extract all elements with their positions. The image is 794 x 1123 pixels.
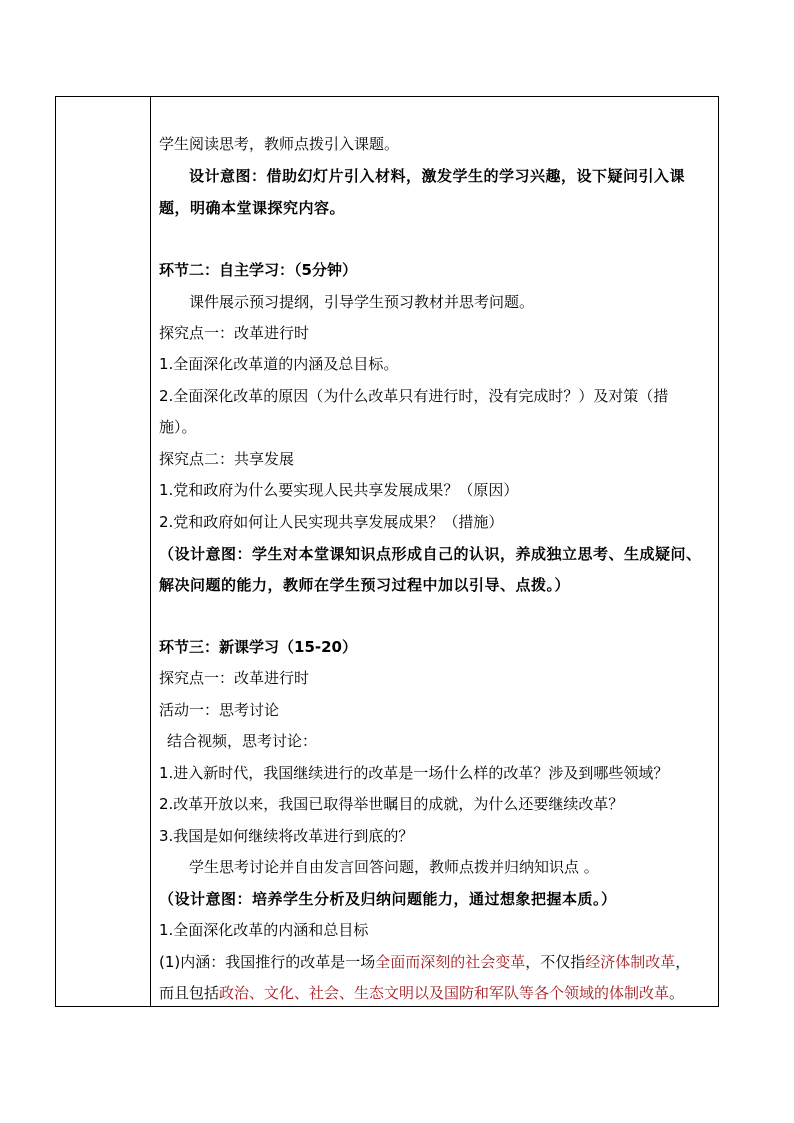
text-line: 探究点一：改革进行时 [159, 324, 310, 342]
text-line: 施）。 [159, 418, 197, 436]
text-line: 探究点二：共享发展 [159, 450, 295, 468]
text-span: 而且包括 [159, 984, 220, 1002]
text-line: 2.改革开放以来，我国已取得举世瞩目的成就，为什么还要继续改革？ [159, 795, 624, 813]
text-line: 学生阅读思考，教师点拨引入课题。 [159, 135, 400, 153]
text-line: 1.进入新时代，我国继续进行的改革是一场什么样的改革？涉及到哪些领域？ [159, 764, 669, 782]
text-span: ，不仅指 [525, 953, 586, 971]
highlight-span: 经济体制改革 [585, 953, 676, 971]
text-line [159, 981, 710, 1005]
text-line: 3.我国是如何继续将改革进行到底的？ [159, 827, 414, 845]
text-line: 探究点一：改革进行时 [159, 669, 310, 687]
section-heading: 环节二：自主学习：（5分钟） [159, 261, 357, 279]
text-line: 1.全面深化改革道的内涵及总目标。 [159, 355, 399, 373]
text-line: 活动一：思考讨论 [159, 701, 280, 719]
left-column-cell [56, 97, 151, 1006]
design-intent-line: （设计意图：学生对本堂课知识点形成自己的认识，养成独立思考、生成疑问、 [159, 545, 702, 563]
design-intent-line: （设计意图：培养学生分析及归纳问题能力，通过想象把握本质。） [159, 890, 617, 908]
design-intent-line: 题，明确本堂课探究内容。 [159, 199, 346, 217]
text-line: 1.党和政府为什么要实现人民共享发展成果？（原因） [159, 481, 519, 499]
highlight-span: 全面而深刻的社会变革 [375, 953, 526, 971]
text-line: 2.全面深化改革的原因（为什么改革只有进行时，没有完成时？）及对策（措 [159, 387, 669, 405]
highlight-span: 政治、文化、社会、生态文明以及国防和军队等各个领域的体制改革 [219, 984, 670, 1002]
text-line: 1.全面深化改革的内涵和总目标 [159, 921, 369, 939]
section-heading: 环节三：新课学习（15-20） [159, 638, 357, 656]
text-line: 2.党和政府如何让人民实现共享发展成果？（措施） [159, 513, 504, 531]
design-intent-line: 解决问题的能力，教师在学生预习过程中加以引导、点拨。） [159, 576, 571, 594]
text-line: 学生思考讨论并自由发言回答问题，教师点拨并归纳知识点 。 [189, 858, 599, 876]
text-span: ， [675, 953, 691, 971]
text-line: 结合视频，思考讨论： [167, 732, 318, 750]
lesson-table [55, 96, 719, 1007]
design-intent-line: 设计意图：借助幻灯片引入材料，激发学生的学习兴趣，设下疑问引入课 [189, 167, 686, 185]
text-line [159, 950, 710, 974]
content-cell [151, 97, 718, 1006]
text-line: 课件展示预习提纲，引导学生预习教材并思考问题。 [189, 293, 535, 311]
text-span: 。 [669, 984, 685, 1002]
text-span: (1)内涵：我国推行的改革是一场 [159, 953, 376, 971]
